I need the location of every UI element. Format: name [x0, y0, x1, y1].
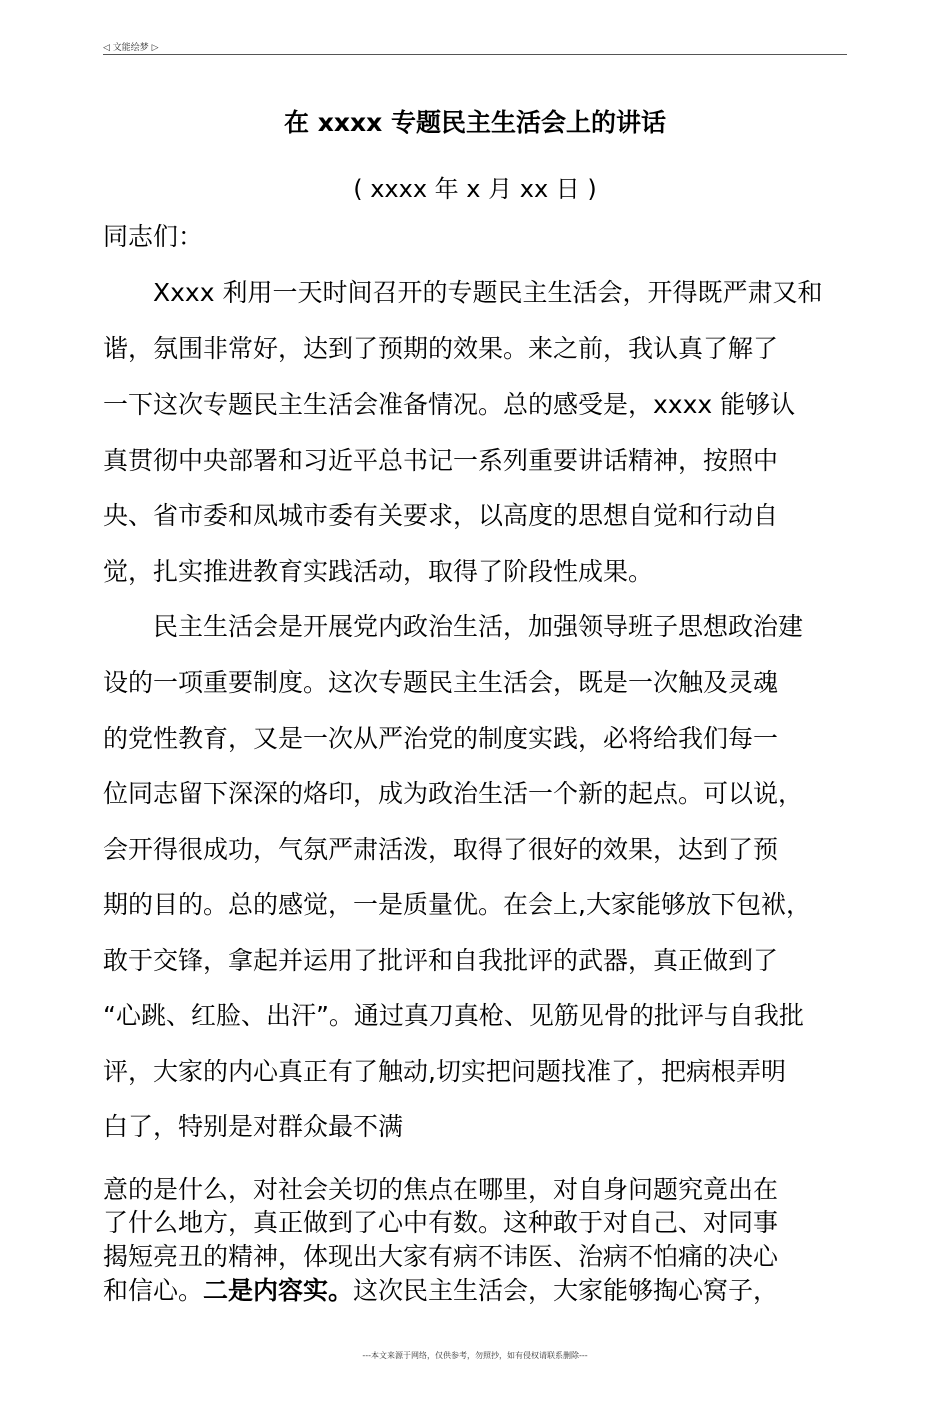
paragraph-1-line: 谐，氛围非常好，达到了预期的效果。来之前，我认真了解了 [103, 334, 779, 363]
header-divider [103, 54, 847, 55]
document-date: ( xxxx 年 x 月 xx 日 ) [353, 175, 597, 203]
paragraph-2-line: “心跳、红脸、出汗”。通过真刀真枪、见筋见骨的批评与自我批 [103, 1001, 804, 1030]
footer-disclaimer: ---本文来源于网络，仅供参考，勿照抄，如有侵权请联系删除--- [362, 1351, 588, 1360]
paragraph-2-line: 敢于交锋，拿起并运用了批评和自我批评的武器，真正做到了 [103, 946, 779, 975]
header-mark: ◁ 文能绘梦 ▷ [103, 43, 159, 53]
paragraph-2-line: 的党性教育，又是一次从严治党的制度实践，必将给我们每一 [103, 724, 779, 753]
paragraph-2-line: 设的一项重要制度。这次专题民主生活会，既是一次触及灵魂 [103, 668, 779, 697]
document-title: 在 xxxx 专题民主生活会上的讲话 [284, 108, 666, 137]
paragraph-2-line: 白了，特别是对群众最不满 [103, 1112, 404, 1141]
paragraph-2-line: 期的目的。总的感觉，一是质量优。在会上,大家能够放下包袱， [103, 890, 811, 919]
text-segment: 这次民主生活会，大家能够掏心窝子， [353, 1276, 779, 1305]
paragraph-2-line: 会开得很成功，气氛严肃活泼，取得了很好的效果，达到了预 [103, 835, 779, 864]
salutation: 同志们： [103, 222, 204, 251]
paragraph-3-last-line [103, 1278, 778, 1303]
paragraph-3-line: 揭短亮丑的精神，体现出大家有病不讳医、治病不怕痛的决心 [103, 1242, 779, 1271]
paragraph-3-line: 了什么地方，真正做到了心中有数。这种敢于对自己、对同事 [103, 1208, 779, 1237]
paragraph-2-line: 民主生活会是开展党内政治生活，加强领导班子思想政治建 [103, 612, 804, 641]
paragraph-1-line: 真贯彻中央部署和习近平总书记一系列重要讲话精神，按照中 [103, 446, 779, 475]
paragraph-1-line: 央、省市委和凤城市委有关要求，以高度的思想自觉和行动自 [103, 501, 779, 530]
paragraph-3-line: 意的是什么，对社会关切的焦点在哪里，对自身问题究竟出在 [103, 1175, 779, 1204]
paragraph-1-line: 觉，扎实推进教育实践活动，取得了阶段性成果。 [103, 557, 654, 586]
paragraph-2-line: 位同志留下深深的烙印，成为政治生活一个新的起点。可以说， [103, 779, 804, 808]
paragraph-1-line: Xxxx 利用一天时间召开的专题民主生活会，开得既严肃又和 [103, 278, 823, 307]
text-segment: 和信心。 [103, 1276, 204, 1305]
paragraph-1-line: 一下这次专题民主生活会准备情况。总的感受是，xxxx 能够认 [103, 390, 796, 419]
emphasis-text: 二是内容实。 [203, 1276, 354, 1305]
paragraph-2-line: 评，大家的内心真正有了触动,切实把问题找准了，把病根弄明 [103, 1057, 786, 1086]
